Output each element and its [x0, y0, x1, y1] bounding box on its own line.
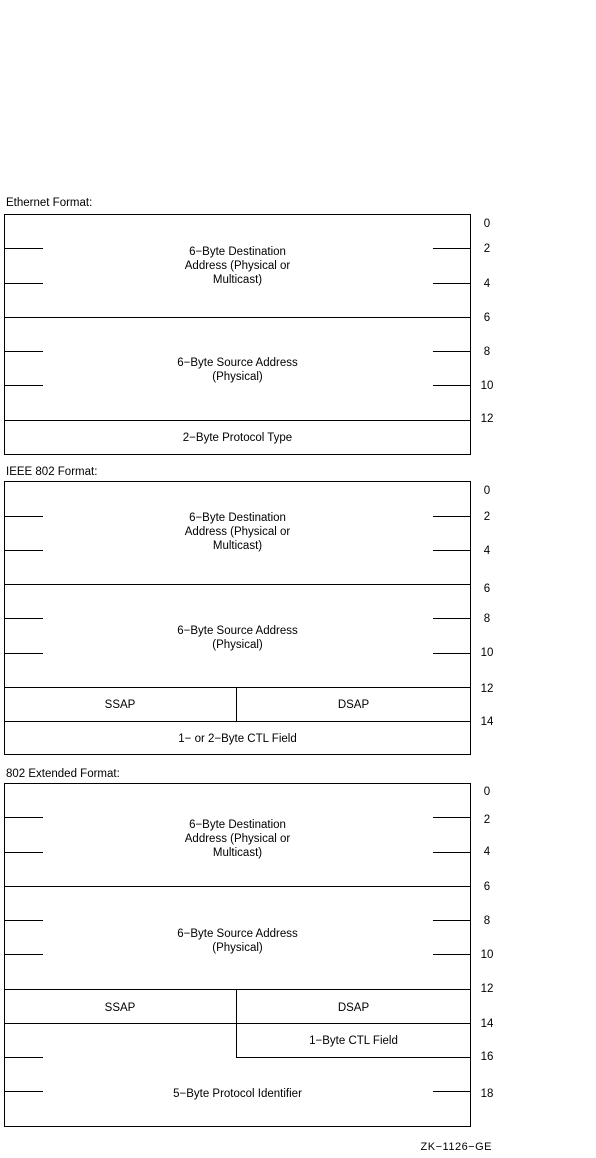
word-tick	[433, 920, 471, 921]
extended-divider	[4, 1023, 471, 1024]
byte-offset: 0	[483, 218, 491, 230]
destination-address-label: 6−Byte Destination Address (Physical or Multicast)	[184, 819, 291, 859]
ieee-divider	[4, 687, 471, 688]
byte-offset: 8	[483, 915, 491, 927]
ctl-field-label: 1−Byte CTL Field	[309, 1035, 398, 1047]
byte-offset: 8	[483, 346, 491, 358]
dsap-label: DSAP	[337, 1002, 370, 1014]
ctl-field-bottom	[236, 1057, 471, 1058]
word-tick	[4, 618, 43, 619]
ieee-divider	[4, 721, 471, 722]
ieee-802-format-title: IEEE 802 Format:	[6, 466, 98, 478]
source-address-label: 6−Byte Source Address (Physical)	[177, 357, 298, 383]
word-tick	[4, 351, 43, 352]
source-address-label: 6−Byte Source Address (Physical)	[177, 625, 298, 651]
word-tick	[4, 1057, 43, 1058]
byte-offset: 6	[483, 583, 491, 595]
ssap-label: SSAP	[104, 699, 136, 711]
protocol-type-label: 2−Byte Protocol Type	[182, 432, 293, 444]
byte-offset: 10	[480, 647, 494, 659]
byte-offset: 4	[483, 545, 491, 557]
extended-802-format-title: 802 Extended Format:	[6, 768, 120, 780]
byte-offset: 8	[483, 613, 491, 625]
byte-offset: 12	[480, 413, 494, 425]
byte-offset: 0	[483, 485, 491, 497]
byte-offset: 14	[480, 1018, 494, 1030]
word-tick	[433, 385, 471, 386]
word-tick	[433, 618, 471, 619]
byte-offset: 2	[483, 814, 491, 826]
byte-offset: 12	[480, 983, 494, 995]
byte-offset: 2	[483, 511, 491, 523]
ethernet-divider	[4, 420, 471, 421]
word-tick	[4, 653, 43, 654]
word-tick	[433, 653, 471, 654]
word-tick	[433, 351, 471, 352]
byte-offset: 6	[483, 312, 491, 324]
byte-offset: 6	[483, 881, 491, 893]
ethernet-format-title: Ethernet Format:	[6, 197, 93, 209]
destination-address-label: 6−Byte Destination Address (Physical or Multicast)	[184, 246, 291, 286]
byte-offset: 0	[483, 786, 491, 798]
source-address-label: 6−Byte Source Address (Physical)	[177, 928, 298, 954]
ctl-field-label: 1− or 2−Byte CTL Field	[178, 733, 297, 745]
dsap-label: DSAP	[337, 699, 370, 711]
byte-offset: 2	[483, 243, 491, 255]
ssap-label: SSAP	[104, 1002, 136, 1014]
destination-address-label: 6−Byte Destination Address (Physical or Multicast)	[184, 512, 291, 552]
figure-id: ZK−1126−GE	[420, 1141, 492, 1153]
byte-offset: 10	[480, 380, 494, 392]
ethernet-divider	[4, 317, 471, 318]
word-tick	[4, 385, 43, 386]
word-tick	[4, 920, 43, 921]
extended-divider	[4, 989, 471, 990]
protocol-identifier-label: 5−Byte Protocol Identifier	[173, 1088, 302, 1100]
extended-divider	[4, 886, 471, 887]
byte-offset: 4	[483, 278, 491, 290]
byte-offset: 4	[483, 846, 491, 858]
byte-offset: 12	[480, 683, 494, 695]
byte-offset: 14	[480, 716, 494, 728]
byte-offset: 16	[480, 1051, 494, 1063]
byte-offset: 18	[480, 1088, 494, 1100]
ieee-divider	[4, 584, 471, 585]
byte-offset: 10	[480, 949, 494, 961]
